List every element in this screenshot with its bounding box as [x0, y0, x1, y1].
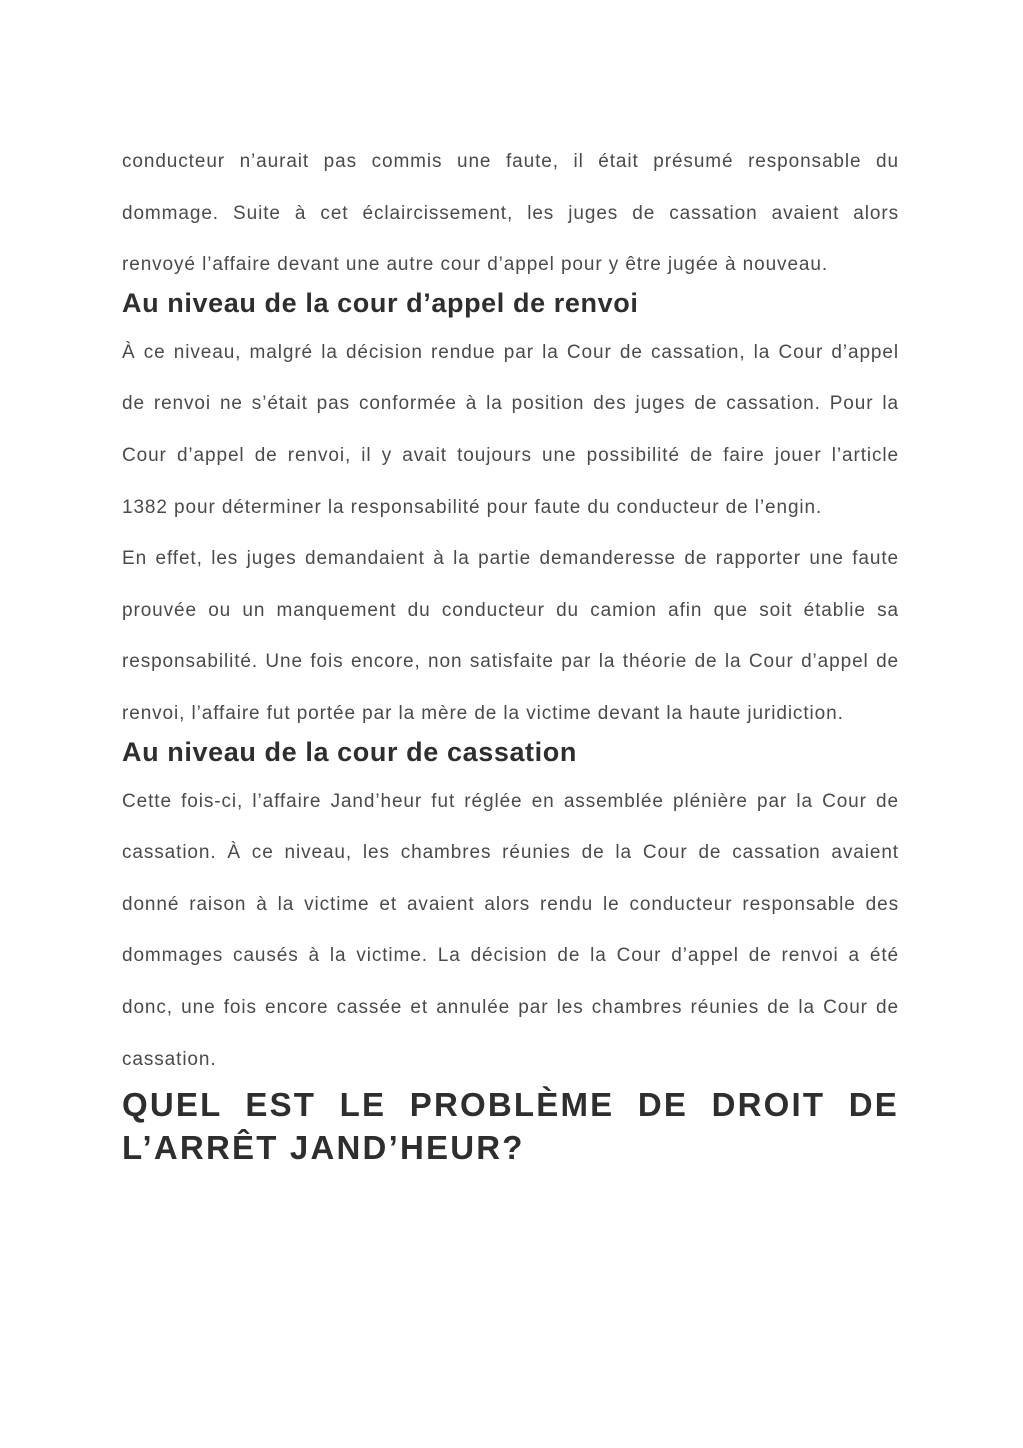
- paragraph-en-effet: En effet, les juges demandaient à la partie demanderesse de rapporter une faute prouvée ou un manquement du conducteur du camion afin que soit établie sa responsabilité. Une fois encore, non satisfaite par la théorie de la Cour d’appel de renvoi, l’affaire fut portée par la mère de la victime devant la haute juridiction.: [122, 548, 899, 724]
- document-body: [122, 136, 899, 1169]
- paragraph-cour-cassation: Cette fois-ci, l’affaire Jand’heur fut réglée en assemblée plénière par la Cour de cassation. À ce niveau, les chambres réunies de la Cour de cassation avaient donné raison à la victime et avaient alors rendu le conducteur responsable des dommages causés à la victime. La décision de la Cour d’appel de renvoi a été donc, une fois encore cassée et annulée par les chambres réunies de la Cour de cassation.: [122, 790, 899, 1070]
- heading-cour-cassation: Au niveau de la cour de cassation: [122, 736, 577, 767]
- heading-probleme-de-droit: QUEL EST LE PROBLÈME DE DROIT DE L’ARRÊT JAND’HEUR?: [122, 1086, 899, 1167]
- paragraph-intro: conducteur n’aurait pas commis une faute, il était présumé responsable du dommage. Suite à cet éclaircissement, les juges de cassation avaient alors renvoyé l’affaire devant une autre cour d’appel pour y être jugée à nouveau.: [122, 151, 899, 276]
- heading-cour-appel-renvoi: Au niveau de la cour d’appel de renvoi: [122, 287, 639, 318]
- paragraph-cour-appel-renvoi: À ce niveau, malgré la décision rendue par la Cour de cassation, la Cour d’appel de renvoi ne s’était pas conformée à la position des juges de cassation. Pour la Cour d’appel de renvoi, il y avait toujours une possibilité de faire jouer l’article 1382 pour déterminer la responsabilité pour faute du conducteur de l’engin.: [122, 341, 899, 518]
